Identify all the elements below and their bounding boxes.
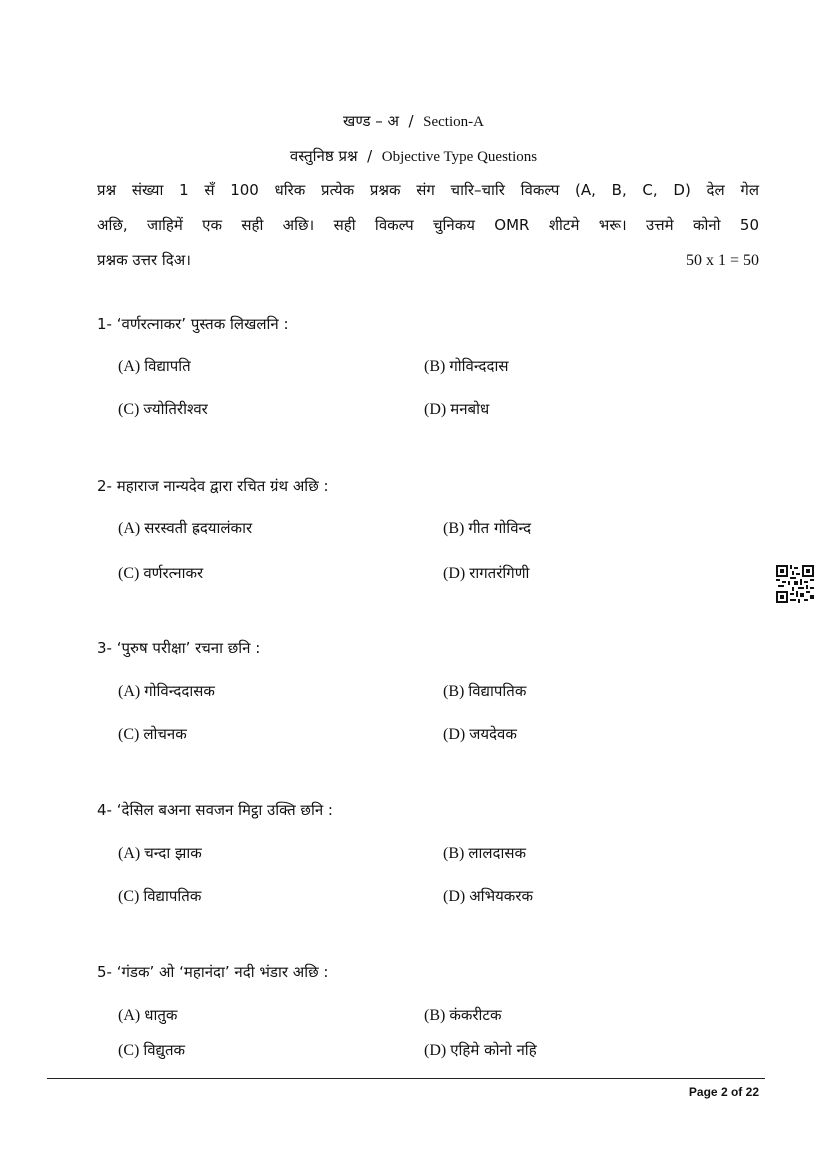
question-3: 3- ‘पुरुष परीक्षा’ रचना छनि : — [97, 639, 261, 657]
option-5d — [424, 1040, 537, 1060]
option-text: लोचनक — [143, 725, 187, 743]
option-label: (B) — [424, 1007, 446, 1024]
option-text: ज्योतिरीश्वर — [143, 400, 208, 418]
page-number — [689, 1085, 759, 1099]
footer-divider — [47, 1078, 765, 1079]
option-text: चन्दा झाक — [144, 844, 202, 862]
option-text: रागतरंगिणी — [469, 564, 530, 582]
option-label: (A) — [118, 1007, 141, 1024]
option-label: (B) — [424, 358, 446, 375]
instruction-line-3-text: प्रश्नक उत्तर दिअ। — [97, 251, 191, 269]
option-label: (A) — [118, 358, 141, 375]
option-label: (B) — [443, 520, 465, 537]
instruction-line-3 — [97, 243, 759, 278]
option-2d — [443, 563, 529, 583]
option-1a — [118, 356, 191, 376]
option-5c — [118, 1040, 185, 1060]
separator: / — [408, 112, 414, 130]
option-3a — [118, 681, 215, 701]
instruction-line-2: अछि, जाहिमें एक सही अछि। सही विकल्प चुनिकय OMR शीटमे भरू। उत्तमे कोनो 50 — [97, 216, 759, 234]
option-text: विद्यापतिक — [143, 887, 202, 905]
option-4c — [118, 886, 201, 906]
option-text: गोविन्ददास — [449, 357, 509, 375]
option-2c — [118, 563, 203, 583]
option-label: (A) — [118, 683, 141, 700]
option-label: (C) — [118, 401, 140, 418]
option-label: (D) — [443, 888, 466, 905]
question-1: 1- ‘वर्णरत्नाकर’ पुस्तक लिखलनि : — [97, 315, 289, 333]
option-label: (A) — [118, 845, 141, 862]
question-type-hindi: वस्तुनिष्ठ प्रश्न — [289, 147, 358, 165]
option-label: (D) — [424, 401, 447, 418]
option-label: (B) — [443, 845, 465, 862]
option-text: मनबोध — [450, 400, 490, 418]
option-text: विद्यापतिक — [468, 682, 527, 700]
marks-scheme: 50 x 1 = 50 — [685, 252, 759, 269]
of-label: of — [730, 1085, 743, 1099]
option-5a — [118, 1005, 177, 1025]
option-label: (C) — [118, 565, 140, 582]
option-2a — [118, 518, 252, 538]
option-text: लालदासक — [468, 844, 527, 862]
option-text: एहिमे कोनो नहि — [450, 1041, 537, 1059]
option-text: गोविन्ददासक — [144, 682, 215, 700]
question-4: 4- ‘देसिल बअना सवजन मिट्ठा उक्ति छनि : — [97, 801, 333, 819]
option-label: (D) — [443, 565, 466, 582]
option-3d — [443, 724, 517, 744]
instructions — [97, 173, 759, 278]
separator: / — [367, 147, 373, 165]
section-title — [0, 111, 827, 131]
qr-code-icon — [776, 565, 814, 603]
option-text: कंकरीटक — [449, 1006, 502, 1024]
option-text: अभियकरक — [469, 887, 533, 905]
option-text: जयदेवक — [469, 725, 517, 743]
option-label: (D) — [424, 1042, 447, 1059]
section-title-english: Section-A — [423, 114, 484, 130]
option-4b — [443, 843, 526, 863]
option-2b — [443, 518, 531, 538]
page-total: 22 — [745, 1085, 759, 1099]
section-subtitle — [0, 146, 827, 166]
option-label: (C) — [118, 1042, 140, 1059]
option-4a — [118, 843, 202, 863]
question-2: 2- महाराज नान्यदेव द्वारा रचित ग्रंथ अछि : — [97, 477, 329, 495]
question-type-english: Objective Type Questions — [381, 149, 538, 165]
option-3c — [118, 724, 187, 744]
option-text: सरस्वती ह्रदयालंकार — [144, 519, 253, 537]
question-5: 5- ‘गंडक’ ओ ‘महानंदा’ नदी भंडार अछि : — [97, 963, 329, 981]
option-label: (C) — [118, 726, 140, 743]
option-text: वर्णरत्नाकर — [143, 564, 204, 582]
option-text: विद्यापति — [144, 357, 191, 375]
option-text: विद्युतक — [143, 1041, 186, 1059]
option-label: (B) — [443, 683, 465, 700]
option-3b — [443, 681, 526, 701]
option-1d — [424, 399, 489, 419]
option-text: गीत गोविन्द — [468, 519, 532, 537]
option-1c — [118, 399, 208, 419]
option-label: (D) — [443, 726, 466, 743]
option-label: (C) — [118, 888, 140, 905]
option-1b — [424, 356, 508, 376]
option-label: (A) — [118, 520, 141, 537]
option-text: धातुक — [144, 1006, 178, 1024]
page-current: 2 — [720, 1085, 728, 1099]
section-title-hindi: खण्ड – अ — [343, 112, 399, 130]
option-4d — [443, 886, 533, 906]
page-label: Page — [688, 1085, 718, 1099]
option-5b — [424, 1005, 501, 1025]
instruction-line-1: प्रश्न संख्या 1 सँ 100 धरिक प्रत्येक प्रश्नक संग चारि–चारि विकल्प (A, B, C, D) देल गेल — [97, 181, 759, 199]
